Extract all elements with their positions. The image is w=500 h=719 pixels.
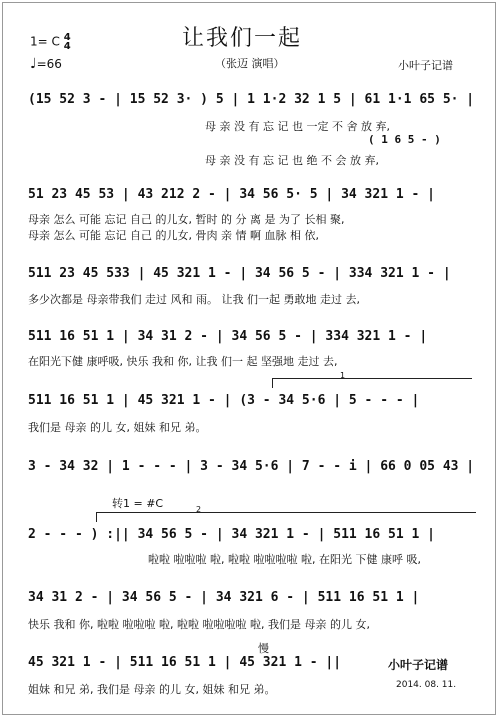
volta-label-1: 1 bbox=[340, 371, 346, 380]
volta-bracket-2 bbox=[96, 512, 476, 513]
lyric-row-5: 我们是 母亲 的儿 女, 姐妹 和兄 弟。 bbox=[28, 421, 207, 434]
notation-row-7: 2 - - - ) :|| 34 56 5 - | 34 321 1 - | 511 16 51 1 | bbox=[28, 527, 435, 542]
notation-row-2: 51 23 45 53 | 43 212 2 - | 34 56 5· 5 | 34 321 1 - | bbox=[28, 187, 435, 202]
notation-row-5: 511 16 51 1 | 45 321 1 - | (3 - 34 5·6 | 5 - - - | bbox=[28, 393, 420, 408]
notation-row-1: (15 52 3 - | 15 52 3· ) 5 | 1 1·2 32 1 5 | 61 1·1 65 5· | bbox=[28, 92, 475, 107]
volta-label-2: 2 bbox=[196, 505, 202, 514]
date-stamp: 2014. 08. 11. bbox=[396, 680, 457, 690]
lyric-row-7: 啦啦 啦啦啦 啦, 啦啦 啦啦啦啦 啦, 在阳光 下健 康呼 吸, bbox=[148, 553, 421, 566]
lyric-row-8: 快乐 我和 你, 啦啦 啦啦啦 啦, 啦啦 啦啦啦啦 啦, 我们是 母亲 的儿 女, bbox=[28, 618, 370, 631]
volta-bracket-2-tick bbox=[96, 512, 97, 522]
volta-bracket-1 bbox=[272, 378, 472, 379]
volta-bracket-1-tick bbox=[272, 378, 273, 388]
lyric-row-1-notes: ( 1 6 5 - ) bbox=[368, 133, 441, 146]
lyric-row-3: 多少次都是 母亲带我们 走过 风和 雨。 让我 们一起 勇敢地 走过 去, bbox=[28, 293, 360, 306]
tempo-slow-marking: 慢 bbox=[258, 642, 269, 655]
lyric-row-2b: 母亲 怎么 可能 忘记 自己 的儿女, 骨肉 亲 情 啊 血脉 相 依, bbox=[28, 229, 319, 242]
modulation-marking: 转1 = #C bbox=[112, 497, 164, 510]
lyric-row-1a: 母 亲 没 有 忘 记 也 一定 不 舍 放 弃, bbox=[205, 120, 390, 133]
signature: 小叶子记谱 bbox=[388, 658, 449, 672]
lyric-row-9: 姐妹 和兄 弟, 我们是 母亲 的儿 女, 姐妹 和兄 弟。 bbox=[28, 683, 276, 696]
singer-credit: （张迈 演唱） bbox=[215, 57, 285, 70]
lyric-row-1b: 母 亲 没 有 忘 记 也 绝 不 会 放 弃, bbox=[205, 154, 379, 167]
tempo-marking: ♩=66 bbox=[30, 56, 62, 72]
notation-row-6: 3 - 34 32 | 1 - - - | 3 - 34 5·6 | 7 - - i | 66 0 05 43 | bbox=[28, 459, 475, 474]
arranger-credit: 小叶子记谱 bbox=[398, 59, 453, 72]
lyric-row-4: 在阳光下健 康呼吸, 快乐 我和 你, 让我 们一 起 坚强地 走过 去, bbox=[28, 355, 338, 368]
time-signature: 4 4 bbox=[63, 32, 71, 52]
notation-row-3: 511 23 45 533 | 45 321 1 - | 34 56 5 - | 334 321 1 - | bbox=[28, 266, 451, 281]
key-signature: 1= C 4 4 bbox=[30, 32, 71, 52]
notation-row-9: 45 321 1 - | 511 16 51 1 | 45 321 1 - || bbox=[28, 655, 342, 670]
notation-row-4: 511 16 51 1 | 34 31 2 - | 34 56 5 - | 334 321 1 - | bbox=[28, 329, 428, 344]
page-title: 让我们一起 bbox=[182, 26, 303, 51]
lyric-row-2a: 母亲 怎么 可能 忘记 自己 的儿女, 暂时 的 分 离 是 为了 长相 聚, bbox=[28, 213, 345, 226]
quarter-note-icon: ♩ bbox=[30, 56, 37, 72]
notation-row-8: 34 31 2 - | 34 56 5 - | 34 321 6 - | 511 16 51 1 | bbox=[28, 590, 420, 605]
